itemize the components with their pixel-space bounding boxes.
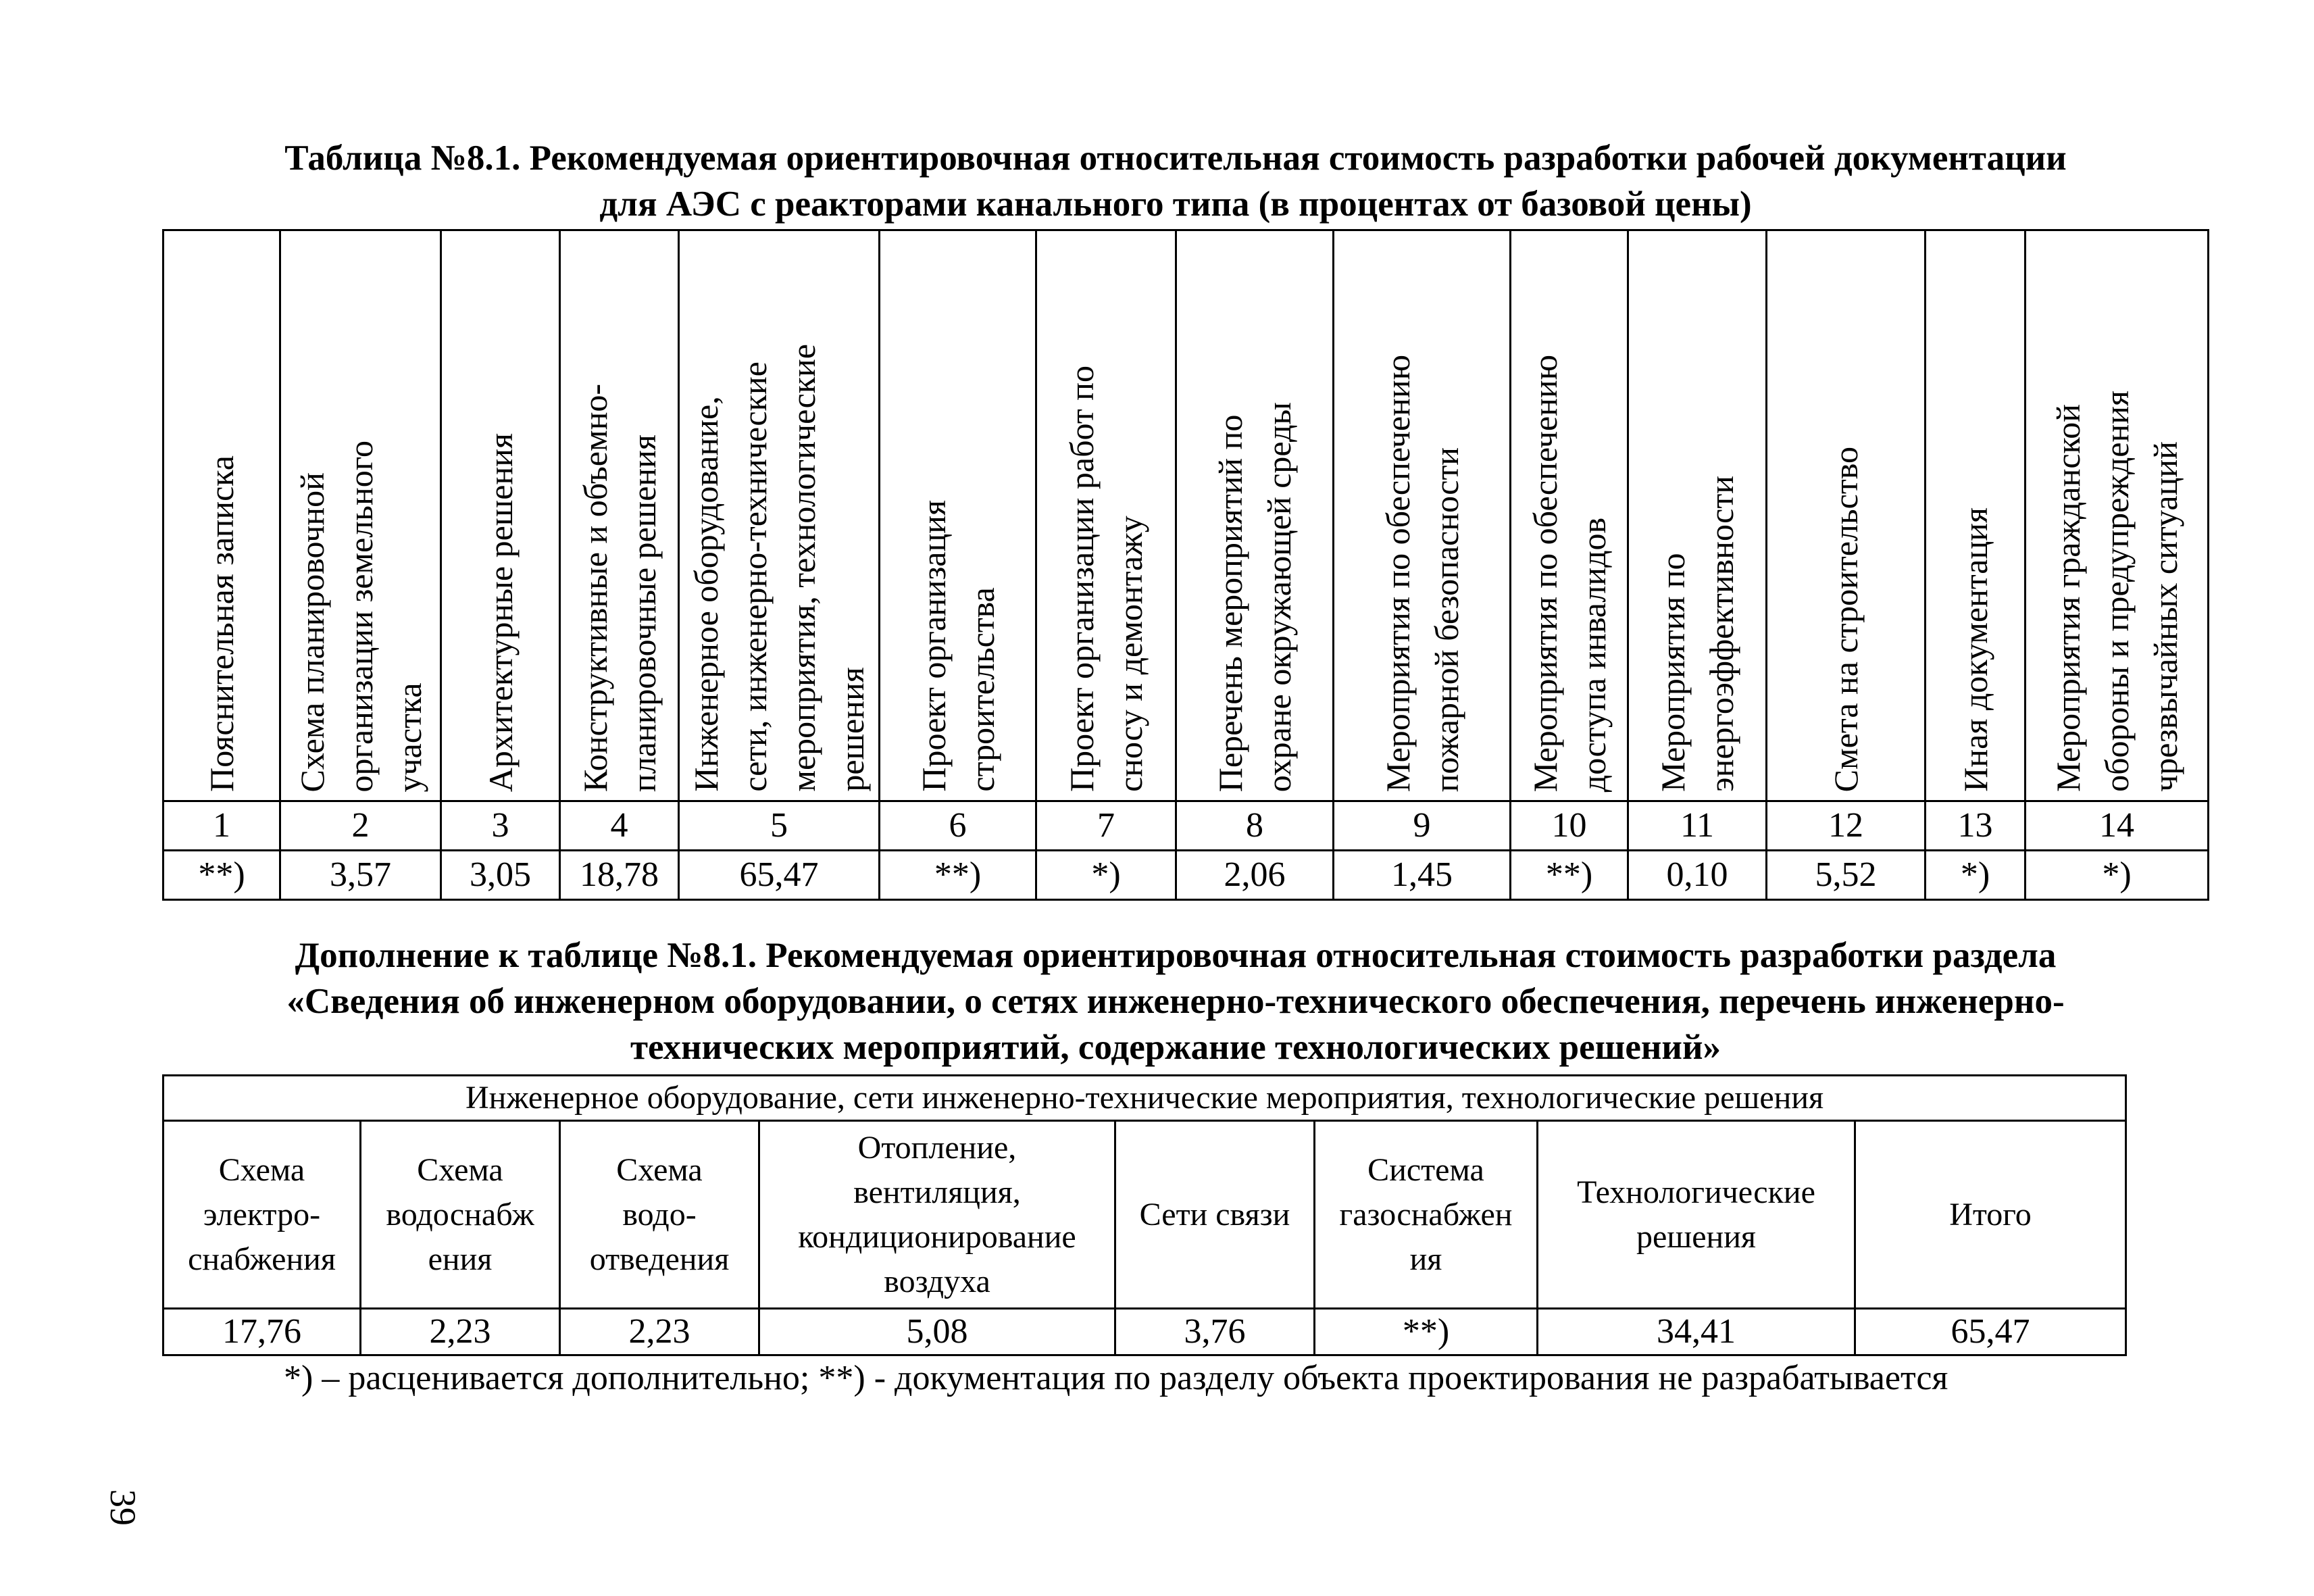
table-number-row xyxy=(164,801,2209,851)
addendum-header-line: Система xyxy=(1367,1151,1484,1188)
addendum-value: 17,76 xyxy=(164,1309,361,1355)
column-header xyxy=(1511,230,1628,801)
addendum-span-header: Инженерное оборудование, сети инженерно-технические мероприятия, технологические решения xyxy=(164,1076,2126,1121)
column-number: 11 xyxy=(1628,801,1767,851)
column-header-wrap xyxy=(1926,231,2024,792)
addendum-header-line: Схема xyxy=(616,1151,703,1188)
column-header-line: строительства xyxy=(963,587,1001,792)
column-header-text xyxy=(1057,366,1155,792)
column-header-text xyxy=(1821,447,1870,792)
addendum-title xyxy=(162,932,2189,1070)
addendum-table xyxy=(162,1074,2127,1356)
column-value: **) xyxy=(164,851,280,900)
column-header-wrap xyxy=(1177,231,1332,792)
column-value: 65,47 xyxy=(679,851,880,900)
addendum-value: 65,47 xyxy=(1855,1309,2126,1355)
column-number: 13 xyxy=(1926,801,2026,851)
addendum-header-line: водо- xyxy=(622,1196,697,1232)
addendum-header-line: ия xyxy=(1409,1241,1442,1277)
column-header-wrap xyxy=(561,231,678,792)
column-header-wrap xyxy=(680,231,878,792)
addendum-column-header xyxy=(1538,1121,1855,1309)
column-number: 8 xyxy=(1176,801,1334,851)
column-header-wrap xyxy=(1037,231,1175,792)
column-header-text xyxy=(909,500,1007,792)
column-header-line: сносу и демонтажу xyxy=(1111,516,1149,792)
addendum-header-line: Сети связи xyxy=(1139,1196,1290,1232)
column-value: *) xyxy=(1926,851,2026,900)
column-header-line: охране окружающей среды xyxy=(1260,401,1298,792)
addendum-header-line: ения xyxy=(428,1241,493,1277)
addendum-column-header xyxy=(560,1121,759,1309)
column-value: 2,06 xyxy=(1176,851,1334,900)
column-value: *) xyxy=(1036,851,1176,900)
column-header xyxy=(1926,230,2026,801)
addendum-header-line: водоснабж xyxy=(386,1196,534,1232)
column-header-text xyxy=(476,433,525,792)
addendum-value: 2,23 xyxy=(560,1309,759,1355)
column-header-text xyxy=(682,344,876,792)
column-header-line: участка xyxy=(390,682,428,792)
column-header-wrap xyxy=(1629,231,1765,792)
addendum-value: **) xyxy=(1315,1309,1538,1355)
column-header-wrap xyxy=(1511,231,1627,792)
column-header-line: организации земельного xyxy=(341,440,380,792)
column-header-wrap xyxy=(880,231,1035,792)
addendum-header-line: вентиляция, xyxy=(853,1174,1021,1210)
column-header xyxy=(880,230,1036,801)
column-header-line: чрезвычайных ситуаций xyxy=(2146,441,2184,792)
column-header xyxy=(1036,230,1176,801)
column-header-line: Перечень мероприятий по xyxy=(1211,414,1249,792)
column-header xyxy=(1767,230,1926,801)
addendum-header-line: Итого xyxy=(1949,1196,2032,1232)
column-header-line: Мероприятия по обеспечению xyxy=(1378,354,1417,792)
column-number: 10 xyxy=(1511,801,1628,851)
addendum-column-header xyxy=(361,1121,560,1309)
column-number: 1 xyxy=(164,801,280,851)
column-value: 3,57 xyxy=(280,851,441,900)
column-header-line: пожарной безопасности xyxy=(1427,447,1465,792)
column-header xyxy=(280,230,441,801)
column-header-line: сети, инженерно-технические xyxy=(736,361,774,792)
column-header-line: Иная документация xyxy=(1956,507,1994,792)
column-header-line: мероприятия, технологические xyxy=(784,344,822,792)
table-value-row xyxy=(164,851,2209,900)
column-header-text xyxy=(1649,476,1746,792)
column-header xyxy=(2026,230,2209,801)
addendum-column-header xyxy=(1115,1121,1315,1309)
addendum-column-header xyxy=(759,1121,1115,1309)
column-header-line: Мероприятия по обеспечению xyxy=(1526,354,1564,792)
table-title xyxy=(162,135,2189,227)
column-header-line: Инженерное оборудование, xyxy=(687,396,725,792)
column-header-wrap xyxy=(442,231,559,792)
column-header-text xyxy=(1521,355,1618,792)
column-header xyxy=(441,230,560,801)
column-header-line: энергоэффективности xyxy=(1703,476,1740,792)
column-value: 0,10 xyxy=(1628,851,1767,900)
column-header xyxy=(1628,230,1767,801)
column-header-text xyxy=(571,384,668,792)
column-header-wrap xyxy=(164,231,279,792)
addendum-header-line: решения xyxy=(1636,1218,1757,1255)
addendum-header-row xyxy=(164,1121,2126,1309)
column-value: **) xyxy=(1511,851,1628,900)
column-header-text xyxy=(2044,391,2190,792)
column-value: **) xyxy=(880,851,1036,900)
column-header-text xyxy=(1374,355,1471,792)
column-header-line: обороны и предупреждения xyxy=(2098,391,2136,792)
addendum-value: 5,08 xyxy=(759,1309,1115,1355)
column-header-line: доступа инвалидов xyxy=(1574,517,1613,792)
addendum-value: 2,23 xyxy=(361,1309,560,1355)
column-number: 14 xyxy=(2026,801,2209,851)
cost-table xyxy=(162,229,2209,901)
column-number: 6 xyxy=(880,801,1036,851)
column-header xyxy=(560,230,679,801)
column-value: 3,05 xyxy=(441,851,560,900)
addendum-header-line: Схема xyxy=(417,1151,503,1188)
addendum-value-row xyxy=(164,1309,2126,1355)
addendum-header-line: снабжения xyxy=(188,1241,336,1277)
column-number: 5 xyxy=(679,801,880,851)
column-header xyxy=(164,230,280,801)
column-value: 18,78 xyxy=(560,851,679,900)
column-header-wrap xyxy=(1334,231,1509,792)
addendum-title-line: Дополнение к таблице №8.1. Рекомендуемая ориентировочная относительная стоимость разработки раздела xyxy=(295,936,2057,975)
addendum-column-header xyxy=(1315,1121,1538,1309)
page-number: 39 xyxy=(103,1489,143,1526)
column-number: 2 xyxy=(280,801,441,851)
column-number: 3 xyxy=(441,801,560,851)
addendum-span-row xyxy=(164,1076,2126,1121)
addendum-column-header xyxy=(164,1121,361,1309)
column-header-wrap xyxy=(1767,231,1924,792)
column-header-line: Проект организация xyxy=(914,500,953,792)
column-header-line: планировочные решения xyxy=(624,434,663,792)
addendum-value: 34,41 xyxy=(1538,1309,1855,1355)
column-header-wrap xyxy=(281,231,440,792)
column-header-line: Пояснительная записка xyxy=(203,455,241,792)
table-header-row xyxy=(164,230,2209,801)
column-value: 1,45 xyxy=(1334,851,1511,900)
addendum-header-line: Отопление, xyxy=(857,1129,1017,1166)
column-header xyxy=(679,230,880,801)
addendum-header-line: кондиционирование xyxy=(798,1218,1076,1255)
column-number: 7 xyxy=(1036,801,1176,851)
addendum-title-line: технических мероприятий, содержание технологических решений» xyxy=(630,1028,1721,1067)
addendum-title-line: «Сведения об инженерном оборудовании, о сетях инженерно-технического обеспечения, перечень инженерно- xyxy=(286,982,2065,1021)
column-header-text xyxy=(1206,402,1303,792)
addendum-header-line: Технологические xyxy=(1577,1174,1815,1210)
column-header xyxy=(1176,230,1334,801)
addendum-header-line: Схема xyxy=(218,1151,305,1188)
column-header-text xyxy=(1951,507,2000,792)
addendum-header-line: воздуха xyxy=(884,1263,990,1299)
column-number: 12 xyxy=(1767,801,1926,851)
column-header-wrap xyxy=(2026,231,2207,792)
column-header-text xyxy=(288,441,434,792)
column-header-line: Архитектурные решения xyxy=(481,432,520,792)
column-header xyxy=(1334,230,1511,801)
column-header-line: Проект организации работ по xyxy=(1063,366,1101,792)
column-header-line: Смета на строительство xyxy=(1827,446,1865,792)
column-header-text xyxy=(197,455,246,792)
column-header-line: Схема планировочной xyxy=(293,472,331,792)
column-header-line: решения xyxy=(833,667,871,792)
footnote: *) – расценивается дополнительно; **) - документация по разделу объекта проектирования не разрабатывается xyxy=(284,1359,1948,1397)
table-title-line: для АЭС с реакторами канального типа (в процентах от базовой цены) xyxy=(599,184,1752,224)
column-header-line: Мероприятия по xyxy=(1654,553,1692,792)
column-value: *) xyxy=(2026,851,2209,900)
column-header-line: Мероприятия гражданской xyxy=(2049,404,2087,792)
addendum-header-line: отведения xyxy=(589,1241,730,1277)
table-title-line: Таблица №8.1. Рекомендуемая ориентировочная относительная стоимость разработки рабочей документации xyxy=(284,139,2067,178)
column-number: 4 xyxy=(560,801,679,851)
addendum-column-header xyxy=(1855,1121,2126,1309)
column-header-line: Конструктивные и объемно- xyxy=(576,383,614,792)
column-number: 9 xyxy=(1334,801,1511,851)
column-value: 5,52 xyxy=(1767,851,1926,900)
addendum-value: 3,76 xyxy=(1115,1309,1315,1355)
addendum-header-line: электро- xyxy=(203,1196,321,1232)
addendum-header-line: газоснабжен xyxy=(1339,1196,1513,1232)
